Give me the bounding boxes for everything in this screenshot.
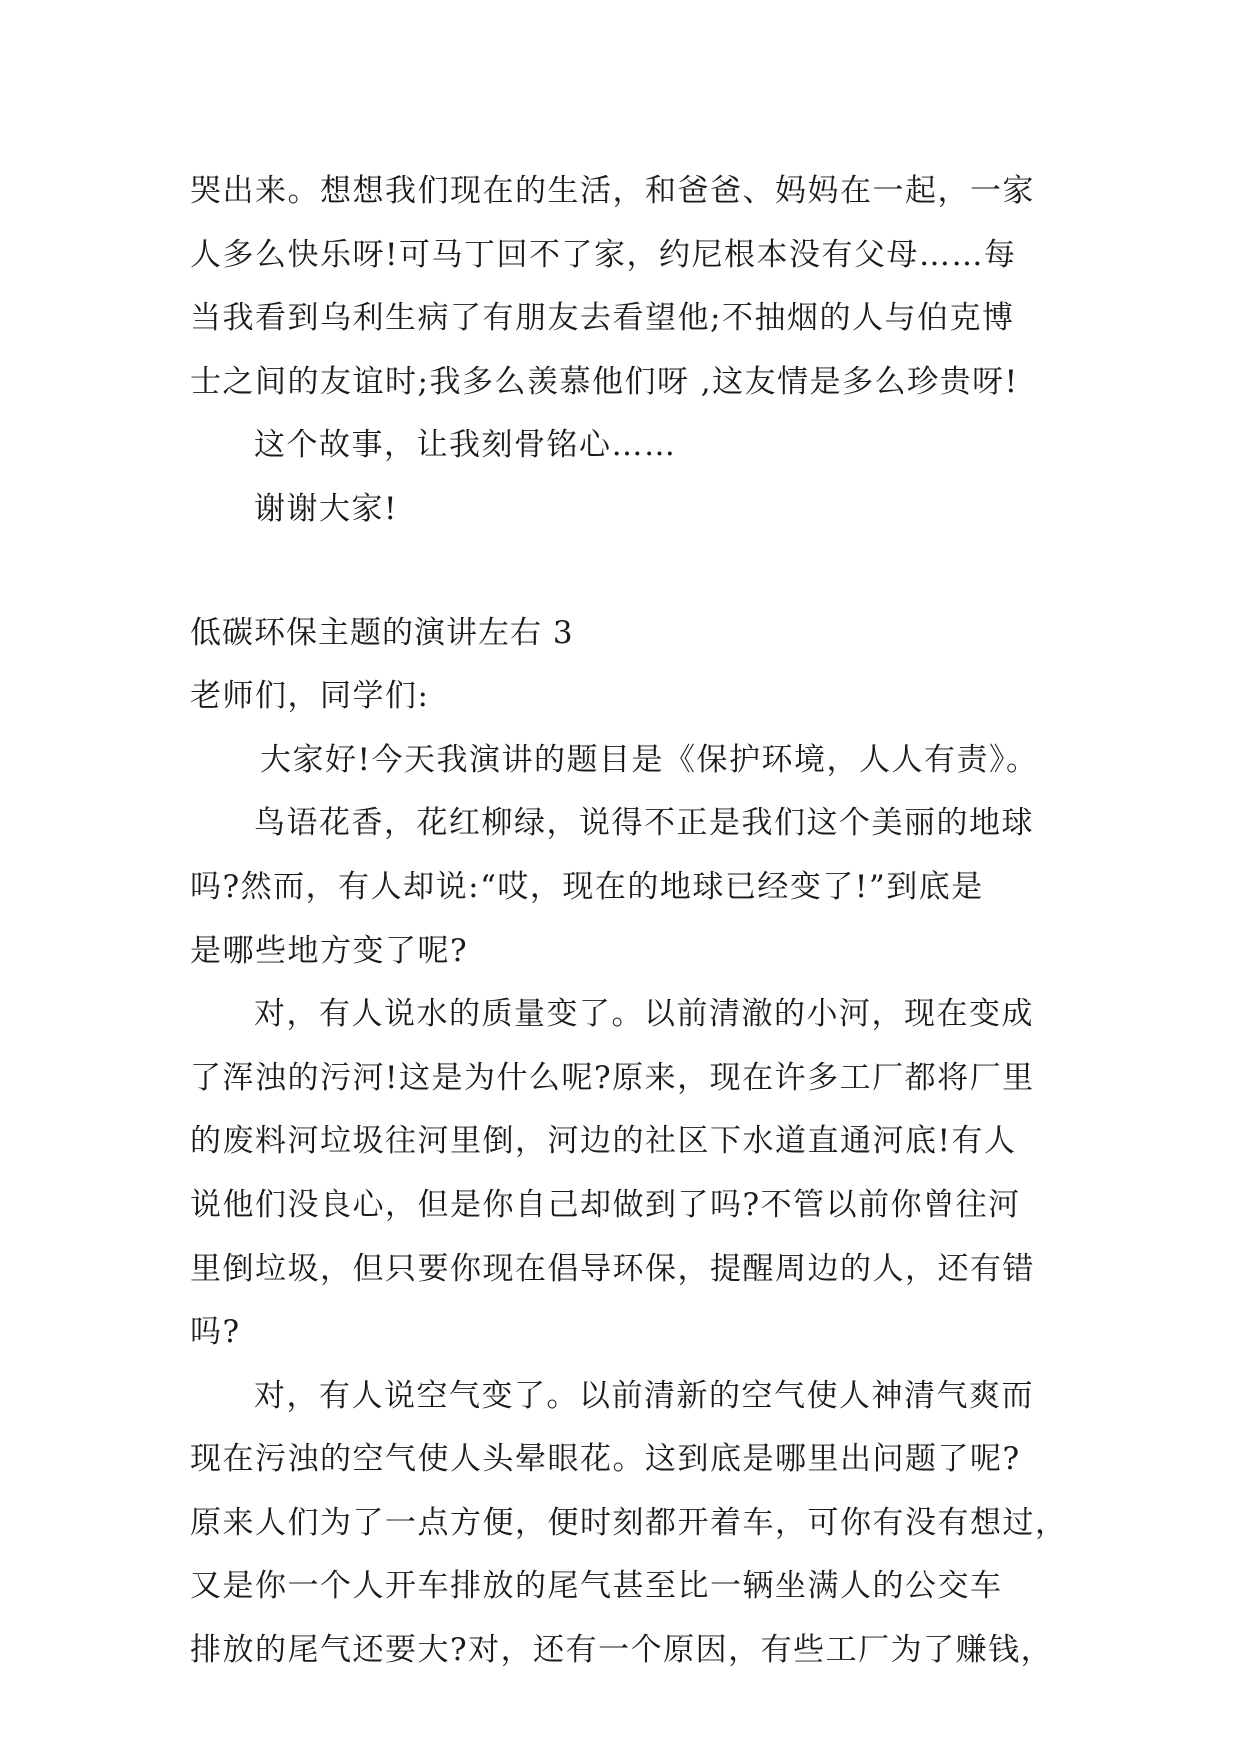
text-line: 人多么快乐呀!可马丁回不了家，约尼根本没有父母……每	[190, 236, 1017, 273]
salutation: 老师们，同学们:	[190, 678, 430, 715]
text-line: 的废料河垃圾往河里倒，河边的社区下水道直通河底!有人	[190, 1123, 1017, 1160]
text-line: 又是你一个人开车排放的尾气甚至比一辆坐满人的公交车	[190, 1568, 1003, 1605]
text-line: 对，有人说空气变了。以前清新的空气使人神清气爽而	[254, 1377, 1034, 1414]
text-line: 吗?然而，有人却说:“哎，现在的地球已经变了!”到底是	[190, 868, 984, 905]
section-title: 低碳环保主题的演讲左右 3	[190, 614, 574, 651]
text-line: 当我看到乌利生病了有朋友去看望他;不抽烟的人与伯克博	[190, 300, 1015, 337]
text-line: 吗?	[190, 1314, 241, 1351]
text-line: 鸟语花香，花红柳绿，说得不正是我们这个美丽的地球	[254, 805, 1034, 842]
text-line: 现在污浊的空气使人头晕眼花。这到底是哪里出问题了呢?	[190, 1441, 1021, 1478]
text-line: 排放的尾气还要大?对，还有一个原因，有些工厂为了赚钱，	[190, 1632, 1054, 1669]
text-line: 哭出来。想想我们现在的生活，和爸爸、妈妈在一起，一家	[190, 173, 1035, 209]
text-line: 说他们没良心，但是你自己却做到了吗?不管以前你曾往河	[190, 1186, 1021, 1223]
text-line: 对，有人说水的质量变了。以前清澈的小河，现在变成	[254, 996, 1034, 1033]
document-body	[190, 160, 1070, 1683]
paragraph-story: 这个故事，让我刻骨铭心……	[254, 427, 677, 464]
text-line: 是哪些地方变了呢?	[190, 932, 469, 969]
intro-paragraph: 大家好!今天我演讲的题目是《保护环境，人人有责》。	[260, 741, 1039, 778]
text-line: 士之间的友谊时;我多么羡慕他们呀 ,这友情是多么珍贵呀!	[190, 363, 1019, 400]
paragraph-thanks: 谢谢大家!	[254, 490, 398, 527]
text-line: 里倒垃圾，但只要你现在倡导环保，提醒周边的人，还有错	[190, 1250, 1035, 1287]
text-line: 原来人们为了一点方便，便时刻都开着车，可你有没有想过，	[190, 1504, 1068, 1541]
text-line: 了浑浊的污河!这是为什么呢?原来，现在许多工厂都将厂里	[190, 1059, 1035, 1096]
section-gap	[190, 542, 1070, 602]
